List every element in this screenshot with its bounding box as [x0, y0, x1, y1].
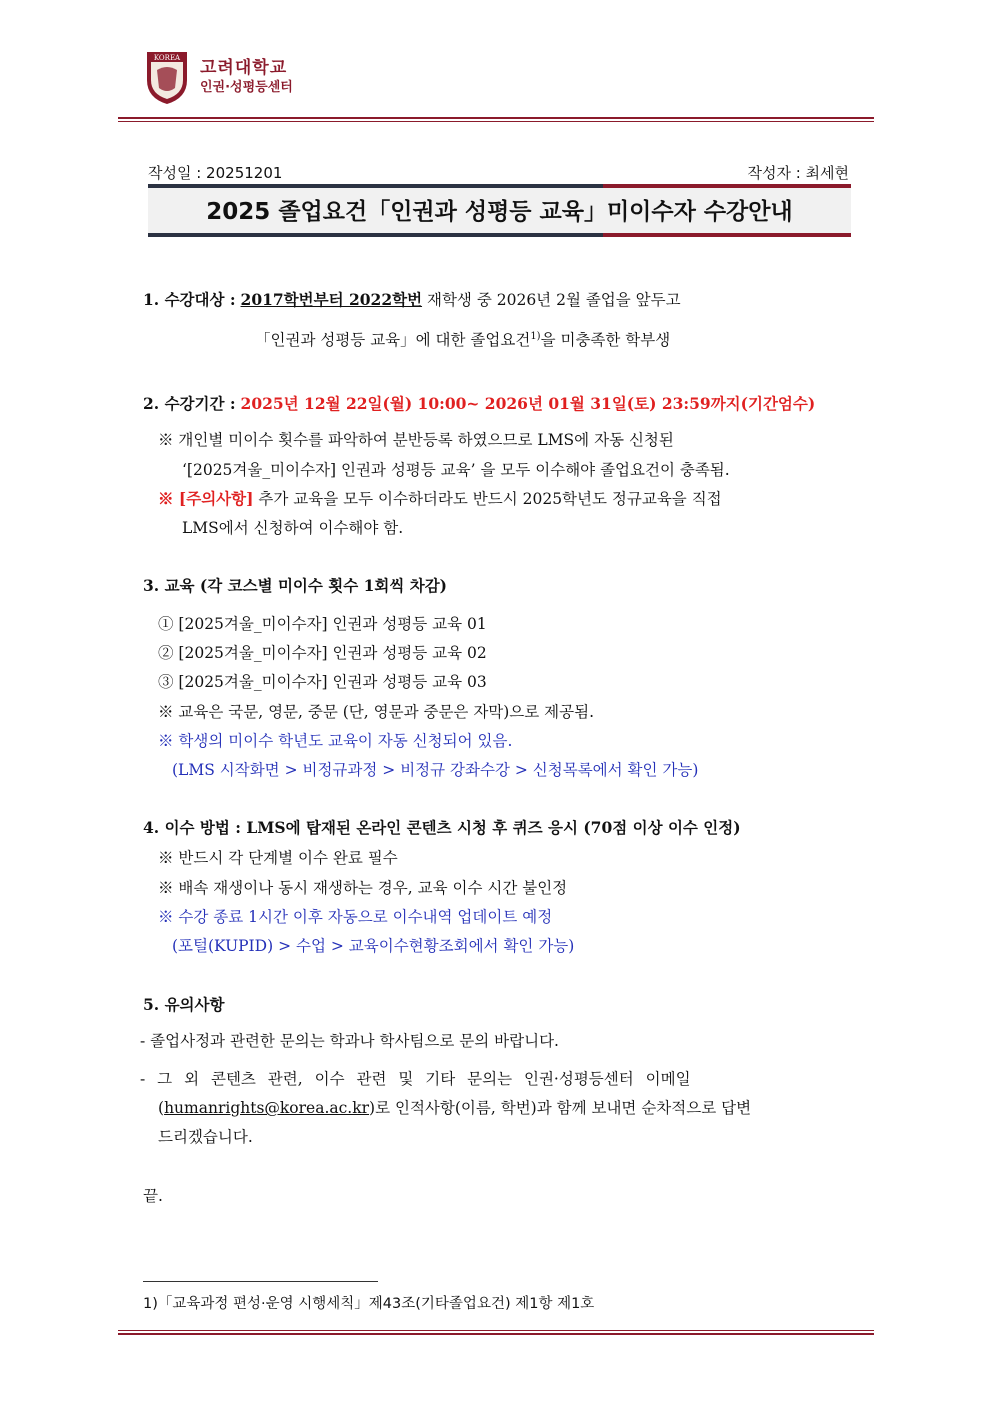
- auto-enroll-note: ※ 학생의 미이수 학년도 교육이 자동 신청되어 있음.: [158, 732, 513, 750]
- header-rule-thin: [118, 121, 874, 122]
- footnote-ref[interactable]: 1): [530, 331, 541, 342]
- title-bar-navy-bottom: [148, 233, 603, 237]
- lms-path-note: (LMS 시작화면 > 비정규과정 > 비정규 강좌수강 > 신청목록에서 확인 가능): [172, 761, 699, 779]
- caution-text: 추가 교육을 모두 이수하더라도 반드시 2025학년도 정규교육을 직접: [258, 490, 722, 508]
- notice-item-1: - 졸업사정과 관련한 문의는 학과나 학사팀으로 문의 바랍니다.: [140, 1032, 559, 1050]
- section-2-heading: 2. 수강기간 :: [143, 394, 236, 413]
- section-4-heading: 4. 이수 방법 : LMS에 탑재된 온라인 콘텐츠 시청 후 퀴즈 응시 (70점 이상 이수 인정): [143, 818, 741, 837]
- org-sub-name: 인권·성평등센터: [200, 80, 293, 95]
- footer-rule-thin: [118, 1330, 874, 1331]
- footer-rule: [118, 1333, 874, 1335]
- section-2-caution-2: LMS에서 신청하여 이수해야 함.: [182, 519, 404, 537]
- section-2-line-1: [143, 394, 815, 414]
- section-1-text: 재학생 중 2026년 2월 졸업을 앞두고: [426, 291, 681, 309]
- section-4-note-1: ※ 반드시 각 단계별 이수 완료 필수: [158, 849, 398, 867]
- course-period: 2025년 12월 22일(월) 10:00~ 2026년 01월 31일(토) 23:59까지(기간엄수): [240, 394, 816, 413]
- section-1-text-2b: 을 미충족한 학부생: [540, 331, 671, 350]
- title-bar-crimson-bottom: [603, 233, 851, 237]
- target-students: 2017학번부터 2022학번: [240, 290, 423, 309]
- course-item: ③ [2025겨울_미이수자] 인권과 성평등 교육 03: [158, 673, 487, 691]
- course-item: ② [2025겨울_미이수자] 인권과 성평등 교육 02: [158, 644, 487, 662]
- end-mark: 끝.: [143, 1187, 163, 1205]
- notice-item-2b: [158, 1098, 751, 1118]
- email-link[interactable]: humanrights@korea.ac.kr: [164, 1099, 370, 1117]
- section-2-note-1b: ‘[2025겨울_미이수자] 인권과 성평등 교육’ 을 모두 이수해야 졸업요건이 충족됨.: [182, 461, 730, 479]
- course-item: ① [2025겨울_미이수자] 인권과 성평등 교육 01: [158, 615, 487, 633]
- org-name: 고려대학교: [200, 58, 288, 78]
- section-4-note-2: ※ 배속 재생이나 동시 재생하는 경우, 교육 이수 시간 불인정: [158, 879, 568, 897]
- section-1-text-2a: 「인권과 성평등 교육」에 대한 졸업요건: [255, 331, 531, 350]
- paren-open: (: [158, 1099, 165, 1117]
- written-date: 작성일 : 20251201: [148, 164, 283, 182]
- header-rule: [118, 117, 874, 119]
- section-2-note-1a: ※ 개인별 미이수 횟수를 파악하여 분반등록 하였으므로 LMS에 자동 신청된: [158, 431, 674, 449]
- emblem-text: KOREA: [153, 54, 181, 62]
- section-2-caution: [158, 489, 722, 509]
- document-title: 2025 졸업요건「인권과 성평등 교육」미이수자 수강안내: [206, 199, 793, 225]
- title-bar-navy: [148, 184, 603, 188]
- section-1-line-1: [143, 290, 681, 310]
- section-3-heading: 3. 교육 (각 코스별 미이수 횟수 1회씩 차감): [143, 576, 448, 595]
- section-4-note-3: ※ 수강 종료 1시간 이후 자동으로 이수내역 업데이트 예정: [158, 908, 553, 926]
- title-bar-crimson: [603, 184, 851, 188]
- footnote: 1)「교육과정 편성·운영 시행세칙」제43조(기타졸업요건) 제1항 제1호: [143, 1296, 595, 1312]
- language-note: ※ 교육은 국문, 영문, 중문 (단, 영문과 중문은 자막)으로 제공됨.: [158, 703, 595, 721]
- notice-item-2b-text: )로 인적사항(이름, 학번)과 함께 보내면 순차적으로 답변: [369, 1099, 752, 1117]
- author: 작성자 : 최세현: [747, 164, 849, 182]
- university-emblem-icon: [145, 50, 189, 105]
- notice-item-2c: 드리겠습니다.: [158, 1128, 253, 1146]
- section-1-line-2: [255, 327, 670, 350]
- section-4-note-4: (포털(KUPID) > 수업 > 교육이수현황조회에서 확인 가능): [172, 937, 575, 955]
- section-5-heading: 5. 유의사항: [143, 995, 225, 1014]
- caution-label: ※ [주의사항]: [158, 489, 254, 508]
- section-1-heading: 1. 수강대상 :: [143, 290, 236, 309]
- notice-item-2a: - 그 외 콘텐츠 관련, 이수 관련 및 기타 문의는 인권·성평등센터 이메일: [140, 1070, 691, 1088]
- footnote-rule: [143, 1281, 378, 1282]
